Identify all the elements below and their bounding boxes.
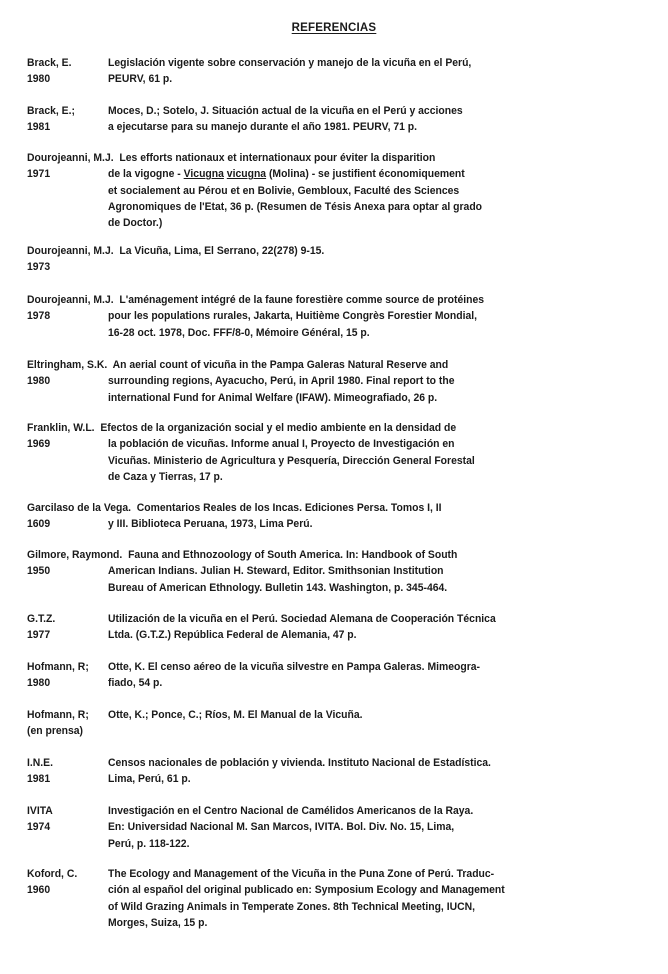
reference-author: [27, 357, 448, 373]
reference-entry: [27, 547, 647, 596]
reference-entry: [27, 500, 647, 533]
reference-entry: [27, 420, 647, 485]
reference-entry: [27, 611, 647, 644]
reference-line: La Vicuña, Lima, El Serrano, 22(278) 9-15.: [119, 245, 325, 257]
reference-year: 1971: [27, 168, 51, 181]
reference-year: 1981: [27, 773, 51, 786]
reference-line: surrounding regions, Ayacucho, Perú, in April 1980. Final report to the: [108, 375, 455, 388]
reference-line: An aerial count of vicuña in the Pampa Galeras Natural Reserve and: [112, 359, 449, 371]
reference-line: Perú, p. 118-122.: [108, 837, 190, 850]
reference-author: Brack, E.;: [27, 105, 75, 117]
reference-line: American Indians. Julian H. Steward, Editor. Smithsonian Institution: [108, 565, 444, 578]
reference-line: Lima, Perú, 61 p.: [108, 773, 191, 786]
reference-line: fiado, 54 p.: [108, 677, 163, 690]
reference-entry: [27, 103, 647, 136]
reference-year: (en prensa): [27, 725, 84, 738]
reference-line: Morges, Suiza, 15 p.: [108, 916, 208, 929]
reference-line: la población de vicuñas. Informe anual I, Proyecto de Investigación en: [108, 438, 455, 451]
author-text: Dourojeanni, M.J.: [27, 245, 114, 257]
reference-entry: [27, 659, 647, 692]
reference-author: G.T.Z.: [27, 613, 56, 625]
reference-year: 1981: [27, 121, 51, 134]
reference-entry: [27, 357, 647, 406]
reference-author: IVITA: [27, 805, 53, 817]
reference-line: Moces, D.; Sotelo, J. Situación actual de la vicuña en el Perú y acciones: [108, 105, 463, 117]
reference-line: [108, 166, 465, 182]
reference-year: 1960: [27, 884, 51, 897]
reference-entry: [27, 150, 647, 231]
author-text: Franklin, W.L.: [27, 422, 95, 434]
reference-line: Utilización de la vicuña en el Perú. Sociedad Alemana de Cooperación Técnica: [108, 613, 496, 625]
page-title: [0, 22, 668, 34]
reference-line: Investigación en el Centro Nacional de Camélidos Americanos de la Raya.: [108, 805, 474, 817]
reference-year: 1973: [27, 261, 51, 274]
reference-year: 1980: [27, 677, 51, 690]
reference-line: The Ecology and Management of the Vicuña in the Puna Zone of Perú. Traduc-: [108, 868, 495, 880]
reference-author: [27, 243, 324, 259]
reference-line: 16-28 oct. 1978, Doc. FFF/8-0, Mémoire Général, 15 p.: [108, 326, 370, 339]
author-text: Gilmore, Raymond.: [27, 549, 123, 561]
reference-line: Comentarios Reales de los Incas. Ediciones Persa. Tomos I, II: [136, 502, 442, 514]
reference-line: Efectos de la organización social y el medio ambiente en la densidad de: [100, 422, 457, 434]
reference-author: [27, 150, 435, 166]
reference-line: Agronomiques de l'Etat, 36 p. (Resumen de Tésis Anexa para optar al grado: [108, 200, 483, 213]
reference-line: L'aménagement intégré de la faune forestière comme source de protéines: [119, 294, 485, 306]
line-segment: de la vigogne -: [108, 168, 184, 181]
reference-author: [27, 500, 442, 516]
reference-line: Censos nacionales de población y vivienda. Instituto Nacional de Estadística.: [108, 757, 491, 769]
reference-entry: [27, 55, 647, 88]
reference-year: 1977: [27, 629, 51, 642]
reference-entry: [27, 243, 647, 276]
reference-year: 1969: [27, 438, 51, 451]
reference-line: Otte, K. El censo aéreo de la vicuña silvestre en Pampa Galeras. Mimeogra-: [108, 661, 480, 673]
reference-line: En: Universidad Nacional M. San Marcos, IVITA. Bol. Div. No. 15, Lima,: [108, 821, 455, 834]
reference-year: 1980: [27, 375, 51, 388]
reference-line: international Fund for Animal Welfare (IFAW). Mimeografiado, 26 p.: [108, 391, 438, 404]
species-genus: Vicugna: [183, 168, 224, 181]
reference-line: Otte, K.; Ponce, C.; Ríos, M. El Manual de la Vicuña.: [108, 709, 363, 721]
reference-author: I.N.E.: [27, 757, 53, 769]
reference-author: Koford, C.: [27, 868, 78, 880]
reference-line: ción al español del original publicado en: Symposium Ecology and Management: [108, 884, 505, 897]
species-epithet: vicugna: [226, 168, 267, 181]
reference-year: 1978: [27, 310, 51, 323]
reference-year: 1950: [27, 565, 51, 578]
reference-author: Hofmann, R;: [27, 709, 89, 721]
reference-entry: [27, 866, 647, 931]
author-text: Garcilaso de la Vega.: [27, 502, 131, 514]
reference-line: de Doctor.): [108, 217, 163, 230]
reference-author: [27, 420, 456, 436]
reference-line: y III. Biblioteca Peruana, 1973, Lima Perú.: [108, 518, 313, 531]
reference-entry: [27, 755, 647, 788]
reference-line: of Wild Grazing Animals in Temperate Zones. 8th Technical Meeting, IUCN,: [108, 900, 475, 913]
reference-line: et socialement au Pérou et en Bolivie, Gembloux, Faculté des Sciences: [108, 184, 460, 197]
reference-author: [27, 547, 457, 563]
reference-entry: [27, 803, 647, 852]
reference-line: de Caza y Tierras, 17 p.: [108, 470, 223, 483]
reference-line: Ltda. (G.T.Z.) República Federal de Alemania, 47 p.: [108, 629, 357, 642]
reference-line: Vicuñas. Ministerio de Agricultura y Pesquería, Dirección General Forestal: [108, 454, 475, 467]
reference-year: 1609: [27, 518, 51, 531]
reference-author: Brack, E.: [27, 57, 72, 69]
reference-entry: [27, 292, 647, 341]
author-text: Dourojeanni, M.J.: [27, 152, 114, 164]
author-text: Dourojeanni, M.J.: [27, 294, 114, 306]
reference-line: pour les populations rurales, Jakarta, Huitième Congrès Forestier Mondial,: [108, 310, 478, 323]
reference-line: Les efforts nationaux et internationaux pour éviter la disparition: [119, 152, 436, 164]
reference-line: a ejecutarse para su manejo durante el año 1981. PEURV, 71 p.: [108, 121, 418, 134]
reference-entry: [27, 707, 647, 740]
reference-line: Legislación vigente sobre conservación y manejo de la vicuña en el Perú,: [108, 57, 472, 69]
reference-line: PEURV, 61 p.: [108, 73, 173, 86]
reference-year: 1980: [27, 73, 51, 86]
title-text: REFERENCIAS: [291, 22, 377, 34]
reference-author: [27, 292, 484, 308]
author-text: Eltringham, S.K.: [27, 359, 108, 371]
reference-author: Hofmann, R;: [27, 661, 89, 673]
reference-year: 1974: [27, 821, 51, 834]
line-segment: (Molina) - se justifient économiquement: [266, 168, 465, 181]
reference-line: Bureau of American Ethnology. Bulletin 143. Washington, p. 345-464.: [108, 581, 448, 594]
reference-line: Fauna and Ethnozoology of South America. In: Handbook of South: [128, 549, 458, 561]
